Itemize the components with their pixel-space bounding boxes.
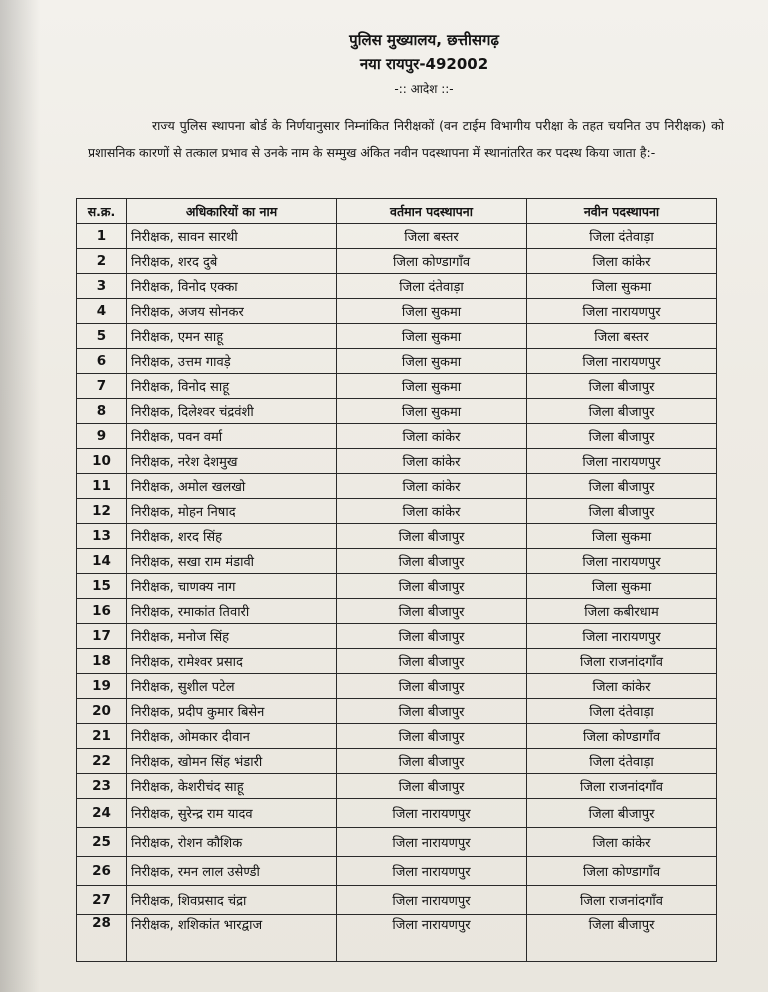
row-serial: 17: [77, 624, 127, 649]
row-serial: 6: [77, 349, 127, 374]
table-row: [77, 599, 717, 624]
row-officer-name: निरीक्षक, अजय सोनकर: [127, 299, 337, 324]
row-current-posting: जिला बस्तर: [337, 224, 527, 249]
row-serial: 19: [77, 674, 127, 699]
table-row: [77, 374, 717, 399]
transfer-table: [76, 198, 717, 962]
row-current-posting: जिला बीजापुर: [337, 549, 527, 574]
row-new-posting: जिला कांकेर: [527, 249, 717, 274]
table-row: [77, 886, 717, 915]
col-header-name: अधिकारियों का नाम: [127, 199, 337, 224]
row-officer-name: निरीक्षक, एमन साहू: [127, 324, 337, 349]
row-new-posting: जिला सुकमा: [527, 274, 717, 299]
table-row: [77, 524, 717, 549]
row-officer-name: निरीक्षक, शरद सिंह: [127, 524, 337, 549]
row-new-posting: जिला दंतेवाड़ा: [527, 749, 717, 774]
row-new-posting: जिला दंतेवाड़ा: [527, 224, 717, 249]
row-serial: 20: [77, 699, 127, 724]
row-current-posting: जिला नारायणपुर: [337, 857, 527, 886]
row-current-posting: जिला बीजापुर: [337, 674, 527, 699]
row-current-posting: जिला बीजापुर: [337, 724, 527, 749]
row-officer-name: निरीक्षक, केशरीचंद साहू: [127, 774, 337, 799]
row-current-posting: जिला कांकेर: [337, 499, 527, 524]
row-officer-name: निरीक्षक, सावन सारथी: [127, 224, 337, 249]
row-serial: 18: [77, 649, 127, 674]
row-officer-name: निरीक्षक, प्रदीप कुमार बिसेन: [127, 699, 337, 724]
row-serial: 23: [77, 774, 127, 799]
row-current-posting: जिला नारायणपुर: [337, 799, 527, 828]
office-title: पुलिस मुख्यालय, छत्तीसगढ़: [349, 31, 499, 49]
row-serial: 25: [77, 828, 127, 857]
table-row: [77, 774, 717, 799]
row-officer-name: निरीक्षक, रोशन कौशिक: [127, 828, 337, 857]
row-new-posting: जिला कोण्डागाँव: [527, 724, 717, 749]
row-new-posting: जिला नारायणपुर: [527, 624, 717, 649]
table-row: [77, 674, 717, 699]
table-row: [77, 499, 717, 524]
row-officer-name: निरीक्षक, रमन लाल उसेण्डी: [127, 857, 337, 886]
table-row: [77, 799, 717, 828]
row-serial: 10: [77, 449, 127, 474]
row-officer-name: निरीक्षक, शिवप्रसाद चंद्रा: [127, 886, 337, 915]
row-serial: 24: [77, 799, 127, 828]
row-officer-name: निरीक्षक, सखा राम मंडावी: [127, 549, 337, 574]
row-new-posting: जिला सुकमा: [527, 574, 717, 599]
row-current-posting: जिला कांकेर: [337, 424, 527, 449]
table-row: [77, 474, 717, 499]
row-serial: 8: [77, 399, 127, 424]
row-serial: 2: [77, 249, 127, 274]
row-officer-name: निरीक्षक, सुशील पटेल: [127, 674, 337, 699]
row-current-posting: जिला सुकमा: [337, 399, 527, 424]
row-serial: 12: [77, 499, 127, 524]
table-row: [77, 249, 717, 274]
table-row: [77, 649, 717, 674]
row-new-posting: जिला कोण्डागाँव: [527, 857, 717, 886]
row-officer-name: निरीक्षक, खोमन सिंह भंडारी: [127, 749, 337, 774]
table-body: [77, 224, 717, 962]
row-serial: 15: [77, 574, 127, 599]
row-new-posting: जिला कबीरधाम: [527, 599, 717, 624]
table-row: [77, 724, 717, 749]
row-serial: 4: [77, 299, 127, 324]
row-new-posting: जिला राजनांदगाँव: [527, 774, 717, 799]
row-serial: 28: [77, 915, 127, 962]
row-officer-name: निरीक्षक, पवन वर्मा: [127, 424, 337, 449]
row-current-posting: जिला बीजापुर: [337, 774, 527, 799]
row-new-posting: जिला बीजापुर: [527, 499, 717, 524]
row-current-posting: जिला नारायणपुर: [337, 828, 527, 857]
row-current-posting: जिला सुकमा: [337, 324, 527, 349]
table-row: [77, 828, 717, 857]
row-serial: 27: [77, 886, 127, 915]
row-new-posting: जिला बीजापुर: [527, 374, 717, 399]
col-header-new-posting: नवीन पदस्थापना: [527, 199, 717, 224]
row-officer-name: निरीक्षक, मनोज सिंह: [127, 624, 337, 649]
row-officer-name: निरीक्षक, सुरेन्द्र राम यादव: [127, 799, 337, 828]
table-row: [77, 857, 717, 886]
row-new-posting: जिला बीजापुर: [527, 474, 717, 499]
table-row: [77, 399, 717, 424]
row-serial: 5: [77, 324, 127, 349]
row-officer-name: निरीक्षक, रामेश्वर प्रसाद: [127, 649, 337, 674]
row-current-posting: जिला दंतेवाड़ा: [337, 274, 527, 299]
order-heading: -:: आदेश ::-: [394, 82, 454, 96]
row-current-posting: जिला सुकमा: [337, 349, 527, 374]
table-row: [77, 424, 717, 449]
row-current-posting: जिला नारायणपुर: [337, 886, 527, 915]
row-officer-name: निरीक्षक, मोहन निषाद: [127, 499, 337, 524]
row-new-posting: जिला नारायणपुर: [527, 449, 717, 474]
row-current-posting: जिला कांकेर: [337, 449, 527, 474]
order-intro-paragraph: राज्य पुलिस स्थापना बोर्ड के निर्णयानुसार निम्नांकित निरीक्षकों (वन टाईम विभागीय परीक्षा के तहत चयनित उप निरीक्षक) को प्रशासनिक कारणों से तत्काल प्रभाव से उनके नाम के सम्मुख अंकित नवीन पदस्थापना में स्थानांतरित कर पदस्थ किया जाता है:-: [88, 118, 724, 160]
row-serial: 9: [77, 424, 127, 449]
row-officer-name: निरीक्षक, रमाकांत तिवारी: [127, 599, 337, 624]
row-new-posting: जिला बीजापुर: [527, 399, 717, 424]
table-row: [77, 449, 717, 474]
row-new-posting: जिला कांकेर: [527, 674, 717, 699]
row-new-posting: जिला बीजापुर: [527, 424, 717, 449]
table-row: [77, 274, 717, 299]
table-row: [77, 349, 717, 374]
row-serial: 7: [77, 374, 127, 399]
table-row: [77, 324, 717, 349]
row-new-posting: जिला सुकमा: [527, 524, 717, 549]
row-serial: 13: [77, 524, 127, 549]
row-current-posting: जिला बीजापुर: [337, 749, 527, 774]
table-row: [77, 224, 717, 249]
col-header-current-posting: वर्तमान पदस्थापना: [337, 199, 527, 224]
row-serial: 22: [77, 749, 127, 774]
table-header-row: [77, 199, 717, 224]
page-shadow: [0, 0, 40, 992]
row-current-posting: जिला कोण्डागाँव: [337, 249, 527, 274]
row-current-posting: जिला नारायणपुर: [337, 915, 527, 962]
table-row: [77, 624, 717, 649]
table-row: [77, 574, 717, 599]
row-new-posting: जिला बीजापुर: [527, 915, 717, 962]
col-header-serial: स.क्र.: [77, 199, 127, 224]
row-officer-name: निरीक्षक, शरद दुबे: [127, 249, 337, 274]
row-new-posting: जिला नारायणपुर: [527, 549, 717, 574]
row-officer-name: निरीक्षक, ओमकार दीवान: [127, 724, 337, 749]
row-current-posting: जिला बीजापुर: [337, 624, 527, 649]
row-officer-name: निरीक्षक, चाणक्य नाग: [127, 574, 337, 599]
row-serial: 14: [77, 549, 127, 574]
row-current-posting: जिला बीजापुर: [337, 574, 527, 599]
row-new-posting: जिला दंतेवाड़ा: [527, 699, 717, 724]
row-serial: 11: [77, 474, 127, 499]
row-serial: 21: [77, 724, 127, 749]
row-officer-name: निरीक्षक, शशिकांत भारद्वाज: [127, 915, 337, 962]
table-row: [77, 915, 717, 962]
row-new-posting: जिला नारायणपुर: [527, 349, 717, 374]
row-officer-name: निरीक्षक, उत्तम गावड़े: [127, 349, 337, 374]
row-officer-name: निरीक्षक, दिलेश्वर चंद्रवंशी: [127, 399, 337, 424]
row-officer-name: निरीक्षक, विनोद एक्का: [127, 274, 337, 299]
row-new-posting: जिला कांकेर: [527, 828, 717, 857]
row-serial: 16: [77, 599, 127, 624]
row-new-posting: जिला बस्तर: [527, 324, 717, 349]
office-address: नया रायपुर-492002: [359, 55, 489, 73]
row-current-posting: जिला बीजापुर: [337, 524, 527, 549]
row-officer-name: निरीक्षक, विनोद साहू: [127, 374, 337, 399]
row-officer-name: निरीक्षक, अमोल खलखो: [127, 474, 337, 499]
row-officer-name: निरीक्षक, नरेश देशमुख: [127, 449, 337, 474]
row-current-posting: जिला बीजापुर: [337, 599, 527, 624]
row-current-posting: जिला बीजापुर: [337, 649, 527, 674]
row-new-posting: जिला राजनांदगाँव: [527, 649, 717, 674]
row-new-posting: जिला बीजापुर: [527, 799, 717, 828]
row-current-posting: जिला कांकेर: [337, 474, 527, 499]
row-serial: 26: [77, 857, 127, 886]
row-current-posting: जिला सुकमा: [337, 374, 527, 399]
table-row: [77, 549, 717, 574]
row-current-posting: जिला बीजापुर: [337, 699, 527, 724]
table-row: [77, 299, 717, 324]
row-new-posting: जिला नारायणपुर: [527, 299, 717, 324]
row-serial: 1: [77, 224, 127, 249]
table-row: [77, 749, 717, 774]
row-new-posting: जिला राजनांदगाँव: [527, 886, 717, 915]
row-serial: 3: [77, 274, 127, 299]
row-current-posting: जिला सुकमा: [337, 299, 527, 324]
table-row: [77, 699, 717, 724]
